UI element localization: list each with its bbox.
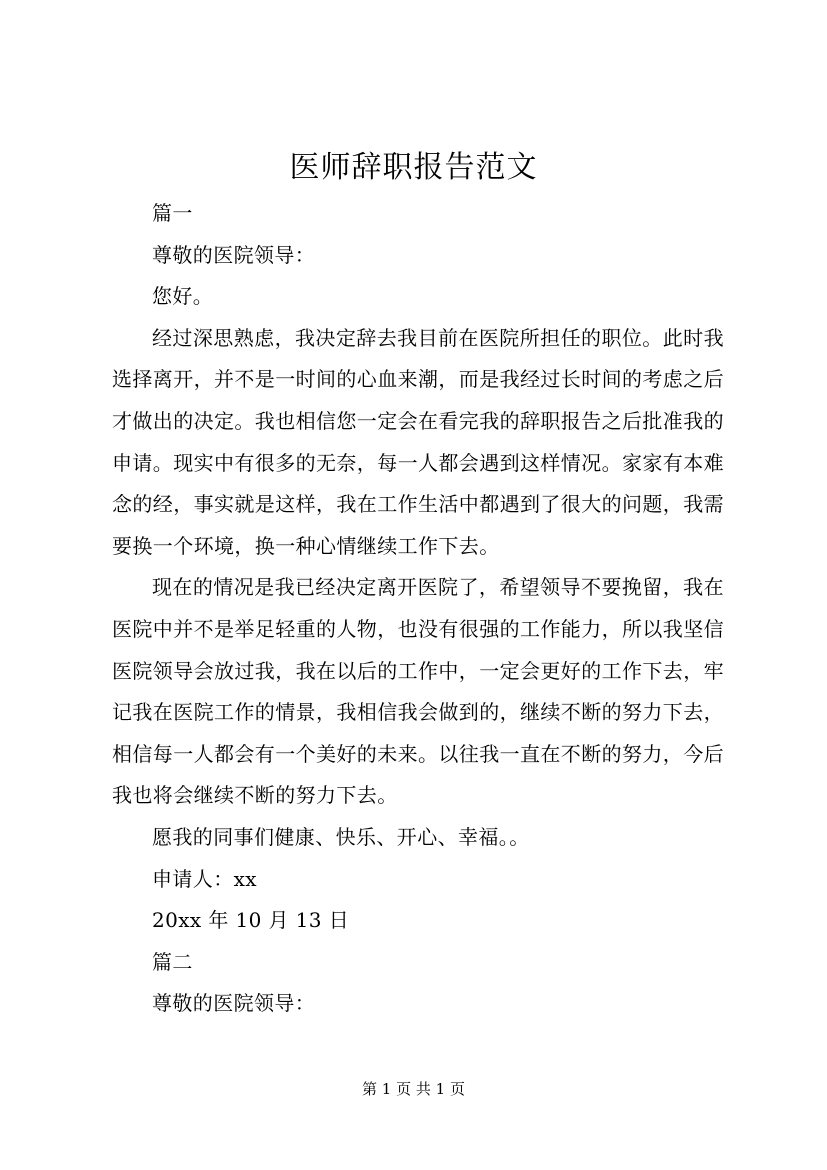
- paragraph: 篇一: [152, 201, 193, 225]
- paragraph: 20xx 年 10 月 13 日: [152, 908, 350, 933]
- paragraph: 您好。: [152, 284, 214, 309]
- paragraph: 现在的情况是我已经决定离开医院了，希望领导不要挽留，我在医院中并不是举足轻重的人物，也没有很强的工作能力，所以我坚信医院领导会放过我，我在以后的工作中，一定会更好的工作下去，牢记我在医院工作的情景，我相信我会做到的，继续不断的努力下去，相信每一人都会有一个美好的未来。以往我一直在不断的努力，今后我也将会继续不断的努力下去。: [112, 575, 724, 808]
- paragraph: 愿我的同事们健康、快乐、开心、幸福。。: [152, 824, 530, 849]
- paragraph: 尊敬的医院领导：: [152, 991, 316, 1016]
- paragraph: 篇二: [152, 949, 193, 974]
- page-footer: 第 1 页 共 1 页: [362, 1080, 465, 1098]
- paragraph: 申请人：xx: [152, 866, 257, 891]
- document-body: [112, 193, 724, 1025]
- document-title: 医师辞职报告范文: [289, 150, 538, 185]
- paragraph: 尊敬的医院领导：: [152, 242, 316, 267]
- paragraph: 经过深思熟虑，我决定辞去我目前在医院所担任的职位。此时我选择离开，并不是一时间的心血来潮，而是我经过长时间的考虑之后才做出的决定。我也相信您一定会在看完我的辞职报告之后批准我的申请。现实中有很多的无奈，每一人都会遇到这样情况。家家有本难念的经，事实就是这样，我在工作生活中都遇到了很大的问题，我需要换一个环境，换一种心情继续工作下去。: [112, 325, 724, 558]
